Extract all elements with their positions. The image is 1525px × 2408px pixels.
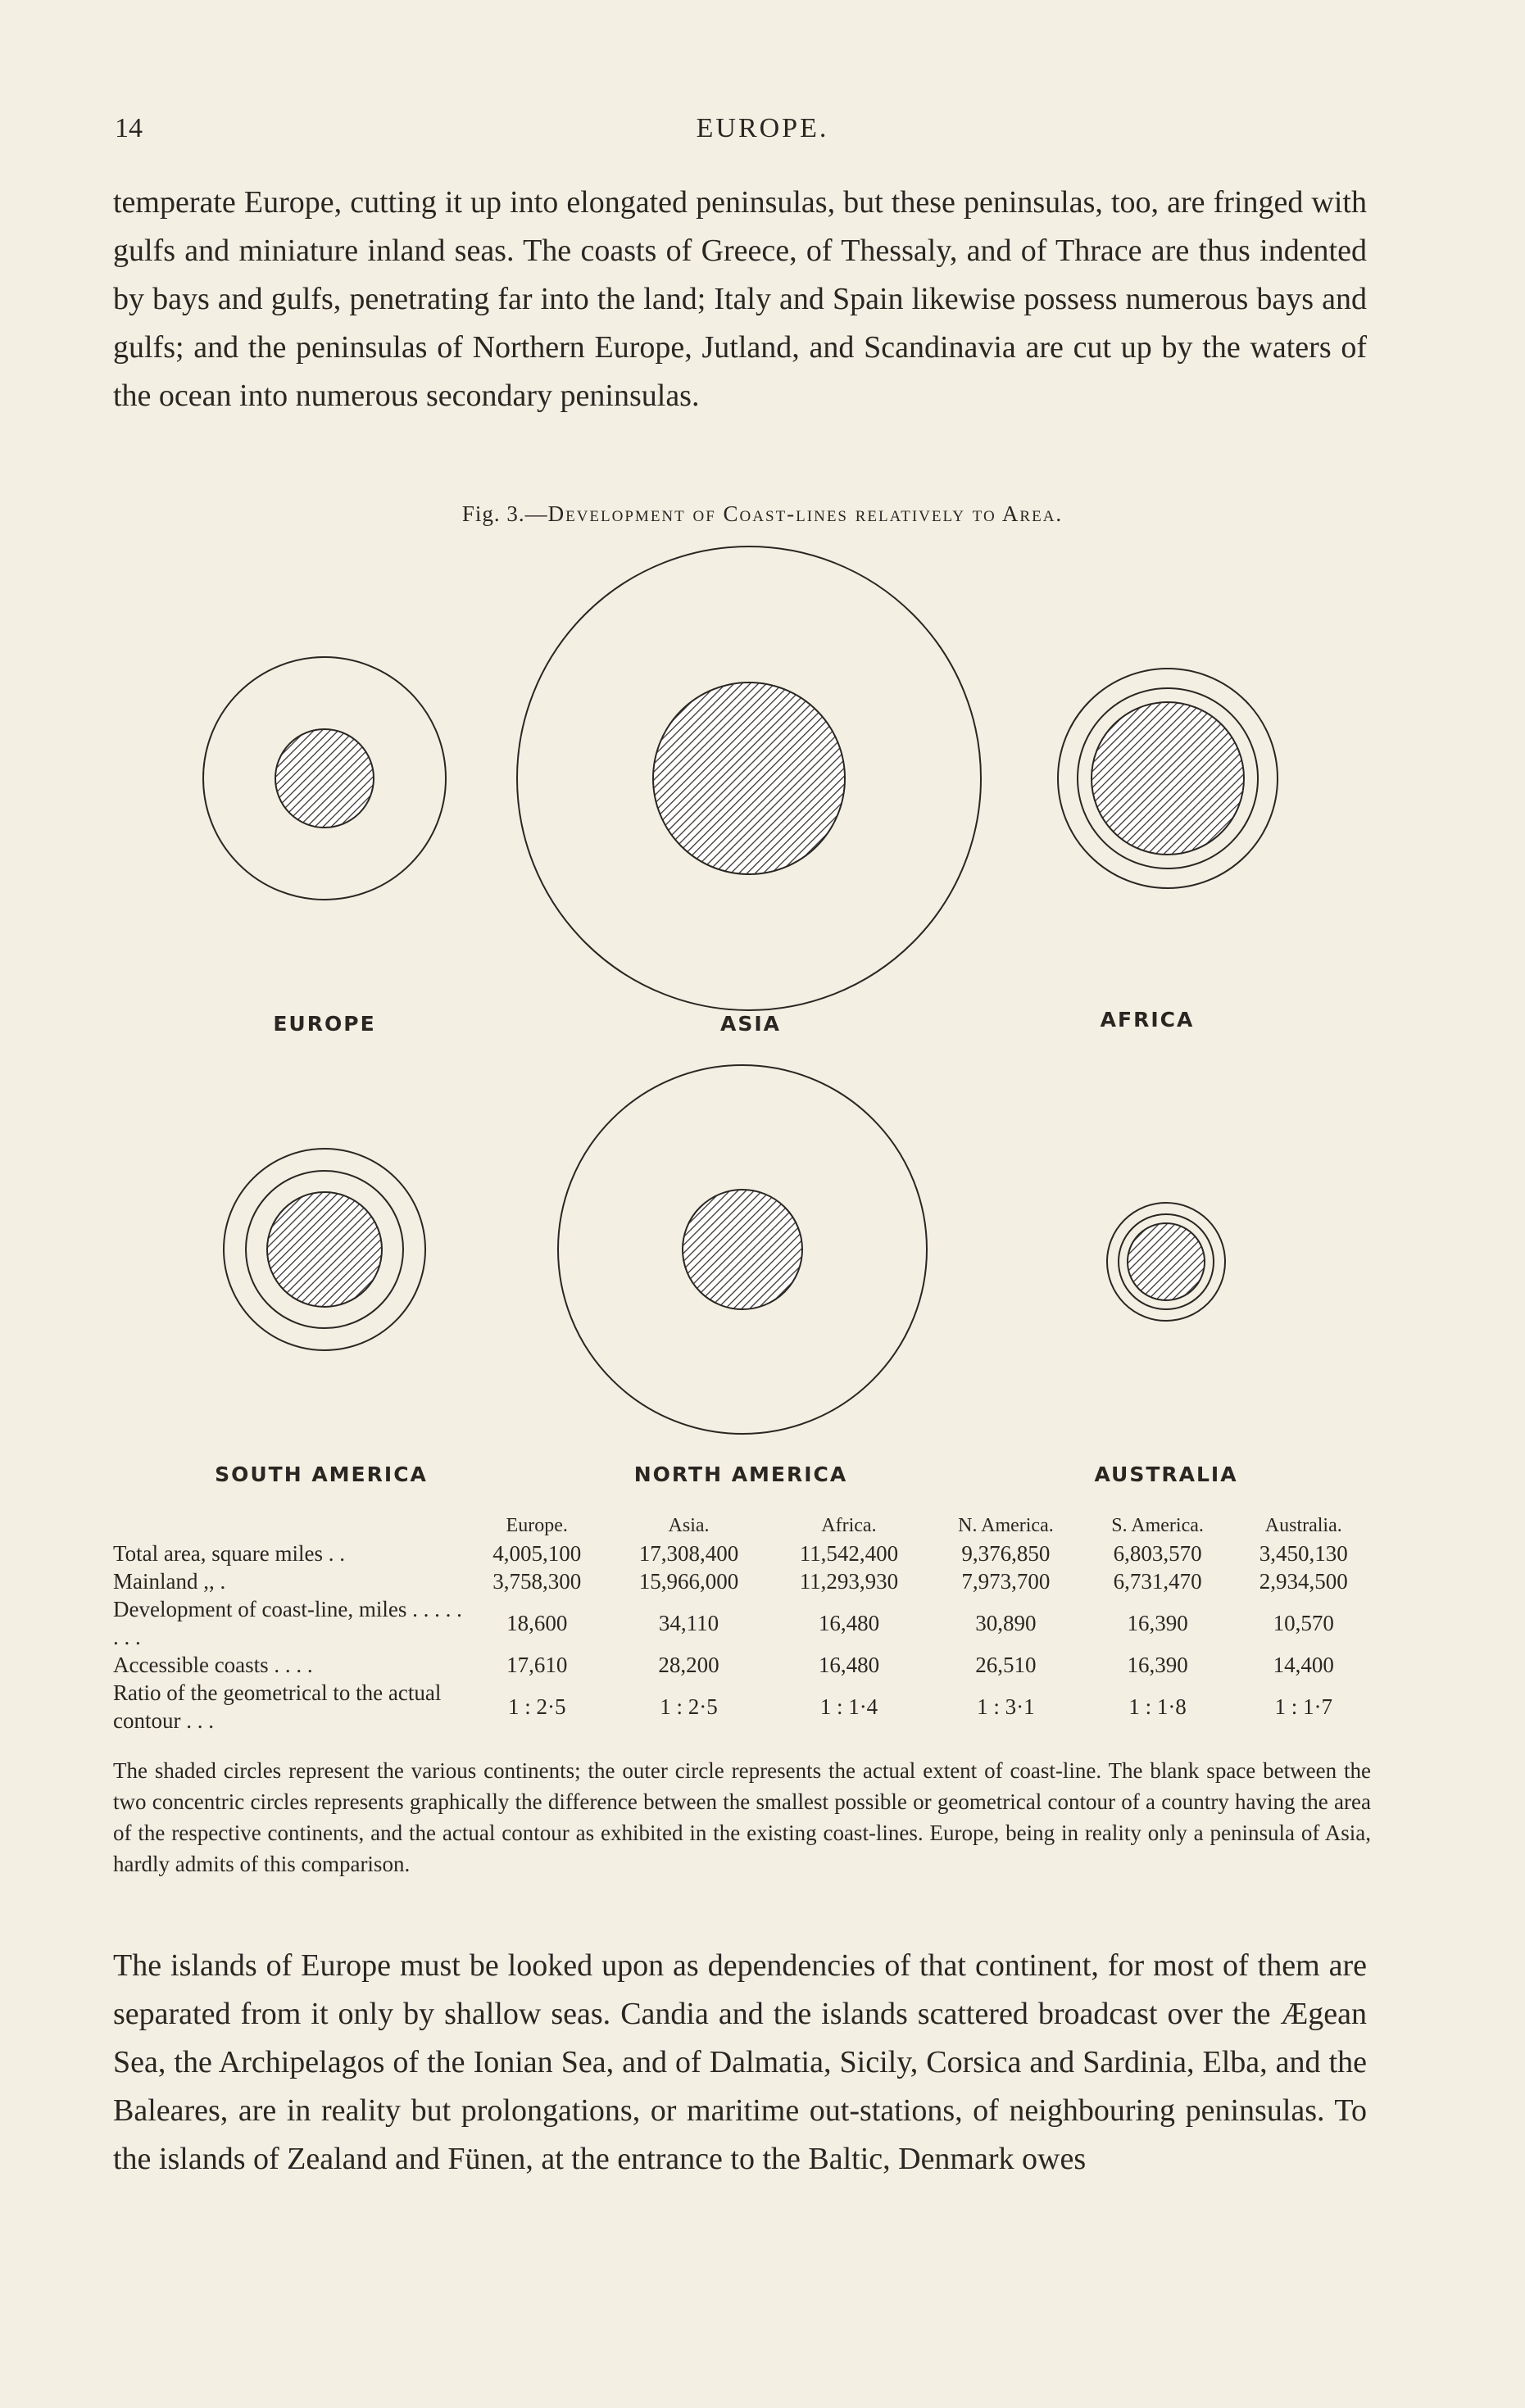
table-cell: 17,610 xyxy=(506,1653,568,1677)
label-north-america: NORTH AMERICA xyxy=(633,1462,848,1486)
body-paragraph-1 xyxy=(113,179,1367,420)
column-header: Asia. xyxy=(668,1515,710,1536)
label-south-america: SOUTH AMERICA xyxy=(215,1462,428,1486)
table-cell: 9,376,850 xyxy=(961,1541,1051,1566)
table-cell: 10,570 xyxy=(1273,1611,1334,1635)
table-cell: 2,934,500 xyxy=(1259,1569,1348,1594)
table-row xyxy=(113,1595,1375,1651)
table-cell: 28,200 xyxy=(658,1653,719,1677)
label-australia: AUSTRALIA xyxy=(1094,1462,1238,1486)
figure-caption-title: Development of Coast-lines relatively to Area. xyxy=(547,501,1064,526)
table-cell: 3,450,130 xyxy=(1259,1541,1348,1566)
table-cell: 3,758,300 xyxy=(492,1569,582,1594)
row-label: Mainland ,, . xyxy=(113,1569,226,1594)
table-cell: 7,973,700 xyxy=(961,1569,1051,1594)
table-cell: 16,480 xyxy=(818,1653,880,1677)
column-header: N. America. xyxy=(958,1515,1054,1536)
label-europe: EUROPE xyxy=(273,1012,376,1036)
table-cell: 14,400 xyxy=(1273,1653,1334,1677)
label-asia: ASIA xyxy=(719,1012,782,1036)
australia-circles xyxy=(1107,1203,1225,1321)
column-header: Europe. xyxy=(506,1515,568,1536)
paragraph-text: The islands of Europe must be looked upon as dependencies of that continent, for most of them are separated from it only by shallow seas. Candia and the islands scattered broadcast over the Ægean Sea, the Archipelagos of the Ionian Sea, and of Dalmatia, Sicily, Corsica and Sardinia, Elba, and the Baleares, are in reality but prolongations, or maritime out-stations, of neighbouring peninsulas. To the islands of Zealand and Fünen, at the entrance to the Baltic, Denmark owes xyxy=(113,1948,1367,2176)
table-cell: 18,600 xyxy=(506,1611,568,1635)
table-cell: 1 : 2·5 xyxy=(660,1694,718,1719)
table-cell: 30,890 xyxy=(975,1611,1037,1635)
coastline-circles-diagram xyxy=(0,541,1525,1499)
table-cell: 1 : 1·4 xyxy=(819,1694,878,1719)
column-header: S. America. xyxy=(1111,1515,1204,1536)
table-cell: 16,480 xyxy=(818,1611,880,1635)
table-cell: 16,390 xyxy=(1127,1611,1188,1635)
table-row xyxy=(113,1540,1375,1567)
figure-caption xyxy=(0,501,1525,527)
table-cell: 26,510 xyxy=(975,1653,1037,1677)
row-label: Development of coast-line, miles . . . . . . . . xyxy=(113,1597,462,1649)
table-cell: 6,731,470 xyxy=(1113,1569,1202,1594)
figure-note: The shaded circles represent the various continents; the outer circle represents the actual extent of coast-line. The blank space between the two concentric circles represents graphically the difference between the smallest possible or geometrical contour of a country having the area of the respective continents, and the actual contour as exhibited in the existing coast-lines. Europe, being in reality only a peninsula of Asia, hardly admits of this comparison. xyxy=(113,1758,1371,1876)
table-cell: 34,110 xyxy=(658,1611,719,1635)
table-cell: 15,966,000 xyxy=(638,1569,739,1594)
figure-caption-prefix: Fig. 3.— xyxy=(461,501,548,526)
europe-circles xyxy=(203,657,446,900)
table-cell: 1 : 2·5 xyxy=(507,1694,566,1719)
south-america-circles xyxy=(224,1149,425,1350)
asia-circles xyxy=(517,546,981,1010)
label-africa: AFRICA xyxy=(1100,1008,1195,1032)
column-header: Australia. xyxy=(1264,1515,1342,1536)
table-cell: 11,293,930 xyxy=(799,1569,899,1594)
table-row xyxy=(113,1679,1375,1735)
africa-circles xyxy=(1058,669,1278,888)
table-cell: 1 : 1·8 xyxy=(1128,1694,1187,1719)
table-row xyxy=(113,1567,1375,1595)
continent-data-table xyxy=(113,1512,1375,1735)
table-cell: 1 : 3·1 xyxy=(977,1694,1035,1719)
table-cell: 16,390 xyxy=(1127,1653,1188,1677)
table-cell: 6,803,570 xyxy=(1113,1541,1202,1566)
table-cell: 4,005,100 xyxy=(492,1541,582,1566)
page-header xyxy=(0,113,1525,162)
running-title: EUROPE. xyxy=(696,113,829,143)
table-cell: 1 : 1·7 xyxy=(1274,1694,1333,1719)
page-number: 14 xyxy=(115,113,143,143)
table-cell: 17,308,400 xyxy=(638,1541,739,1566)
column-header: Africa. xyxy=(821,1515,877,1536)
body-paragraph-2 xyxy=(113,1942,1367,2184)
paragraph-text: temperate Europe, cutting it up into elongated peninsulas, but these peninsulas, too, are fringed with gulfs and miniature inland seas. The coasts of Greece, of Thessaly, and of Thrace are thus indented by bays and gulfs, penetrating far into the land; Italy and Spain likewise possess numerous bays and gulfs; and the peninsulas of Northern Europe, Jutland, and Scandinavia are cut up by the waters of the ocean into numerous secondary peninsulas. xyxy=(113,185,1367,413)
table-cell: 11,542,400 xyxy=(799,1541,899,1566)
north-america-circles xyxy=(558,1065,927,1434)
table-header-row xyxy=(113,1512,1375,1540)
table-row xyxy=(113,1651,1375,1679)
row-label: Ratio of the geometrical to the actual contour . . . xyxy=(113,1680,442,1733)
row-label: Accessible coasts . . . . xyxy=(113,1653,313,1677)
row-label: Total area, square miles . . xyxy=(113,1541,345,1566)
